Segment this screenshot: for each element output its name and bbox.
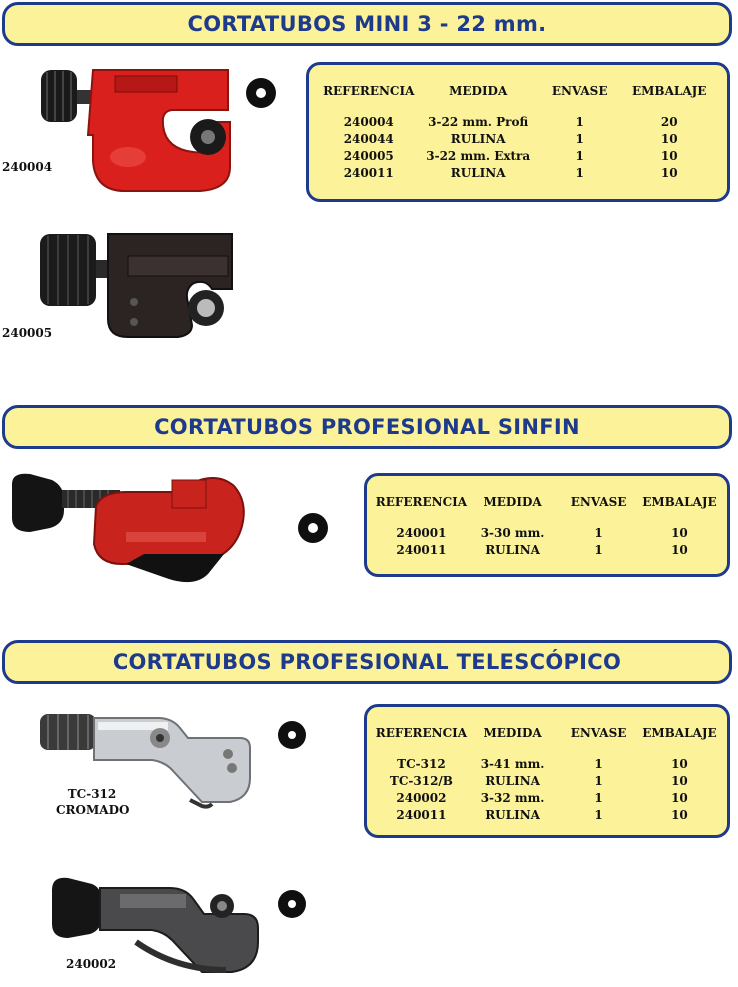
header-embalaje: EMBALAJE <box>642 726 717 740</box>
cell-embalaje: 10 <box>671 756 688 771</box>
product-label-240005: 240005 <box>2 326 53 340</box>
cell-referencia: 240005 <box>343 148 394 163</box>
cell-embalaje: 10 <box>671 542 688 557</box>
table-row <box>375 524 719 541</box>
header-medida: MEDIDA <box>483 495 542 509</box>
mini-cutter-black-image <box>36 226 241 346</box>
table-header-row <box>319 83 717 99</box>
header-envase: ENVASE <box>570 726 627 740</box>
table-row <box>375 789 719 806</box>
cell-embalaje: 10 <box>671 790 688 805</box>
cell-referencia: TC-312/B <box>389 773 453 788</box>
header-referencia: REFERENCIA <box>323 84 415 98</box>
cell-medida: RULINA <box>485 773 540 788</box>
cell-envase: 1 <box>594 807 603 822</box>
table-row <box>319 113 717 130</box>
cell-envase: 1 <box>594 542 603 557</box>
product-label-tc312 <box>56 786 128 818</box>
cell-referencia: 240011 <box>396 542 447 557</box>
sinfin-cutter-image <box>8 466 270 596</box>
table-row <box>319 164 717 181</box>
cutting-wheel-image <box>296 511 330 545</box>
cell-referencia: 240044 <box>343 131 394 146</box>
cell-embalaje: 20 <box>660 114 678 129</box>
table-row <box>319 147 717 164</box>
product-label-line: TC-312 <box>67 787 117 801</box>
cell-envase: 1 <box>594 756 603 771</box>
spec-table-mini <box>306 62 730 202</box>
mini-cutter-red-image <box>33 62 243 192</box>
cell-medida: 3-32 mm. <box>480 790 545 805</box>
cutting-wheel-image <box>276 888 308 920</box>
cutting-wheel-image <box>244 76 278 110</box>
section-title-sinfin <box>2 405 732 449</box>
cell-medida: 3-41 mm. <box>480 756 545 771</box>
cell-embalaje: 10 <box>671 773 688 788</box>
cell-medida: RULINA <box>450 131 506 146</box>
header-referencia: REFERENCIA <box>375 726 468 740</box>
product-label-240002: 240002 <box>66 957 117 971</box>
cell-envase: 1 <box>594 790 603 805</box>
cell-envase: 1 <box>575 114 584 129</box>
cell-envase: 1 <box>575 131 584 146</box>
cell-envase: 1 <box>594 525 603 540</box>
table-row <box>375 806 719 823</box>
cell-referencia: TC-312 <box>397 756 446 771</box>
product-label-line: CROMADO <box>56 803 130 817</box>
cell-medida: RULINA <box>485 542 540 557</box>
cell-envase: 1 <box>575 148 584 163</box>
cell-referencia: 240004 <box>343 114 394 129</box>
table-header-row <box>375 494 719 510</box>
table-row <box>319 130 717 147</box>
section-title-text: CORTATUBOS PROFESIONAL TELESCÓPICO <box>112 650 622 674</box>
section-title-text: CORTATUBOS PROFESIONAL SINFIN <box>154 415 580 439</box>
cell-embalaje: 10 <box>660 165 678 180</box>
spec-table-telescopico <box>364 704 730 838</box>
table-row <box>375 541 719 558</box>
cell-envase: 1 <box>575 165 584 180</box>
cell-embalaje: 10 <box>660 131 678 146</box>
cell-envase: 1 <box>594 773 603 788</box>
header-medida: MEDIDA <box>483 726 542 740</box>
header-medida: MEDIDA <box>449 84 508 98</box>
cell-medida: RULINA <box>450 165 506 180</box>
cell-medida: RULINA <box>485 807 540 822</box>
cell-medida: 3-22 mm. Profi <box>428 114 529 129</box>
cell-referencia: 240011 <box>396 807 447 822</box>
header-embalaje: EMBALAJE <box>632 84 707 98</box>
cell-embalaje: 10 <box>660 148 678 163</box>
cutting-wheel-image <box>276 719 308 751</box>
section-title-mini <box>2 2 732 46</box>
cell-referencia: 240011 <box>343 165 394 180</box>
header-envase: ENVASE <box>551 84 608 98</box>
table-header-row <box>375 725 719 741</box>
cell-medida: 3-22 mm. Extra <box>426 148 531 163</box>
header-embalaje: EMBALAJE <box>642 495 717 509</box>
header-referencia: REFERENCIA <box>375 495 468 509</box>
section-title-text: CORTATUBOS MINI 3 - 22 mm. <box>187 12 547 36</box>
section-title-telescopico <box>2 640 732 684</box>
cell-embalaje: 10 <box>671 525 688 540</box>
product-label-240004: 240004 <box>2 160 53 174</box>
spec-table-sinfin <box>364 473 730 577</box>
cell-referencia: 240001 <box>396 525 447 540</box>
cell-embalaje: 10 <box>671 807 688 822</box>
cell-referencia: 240002 <box>396 790 447 805</box>
table-row <box>375 772 719 789</box>
header-envase: ENVASE <box>570 495 627 509</box>
cell-medida: 3-30 mm. <box>480 525 545 540</box>
table-row <box>375 755 719 772</box>
